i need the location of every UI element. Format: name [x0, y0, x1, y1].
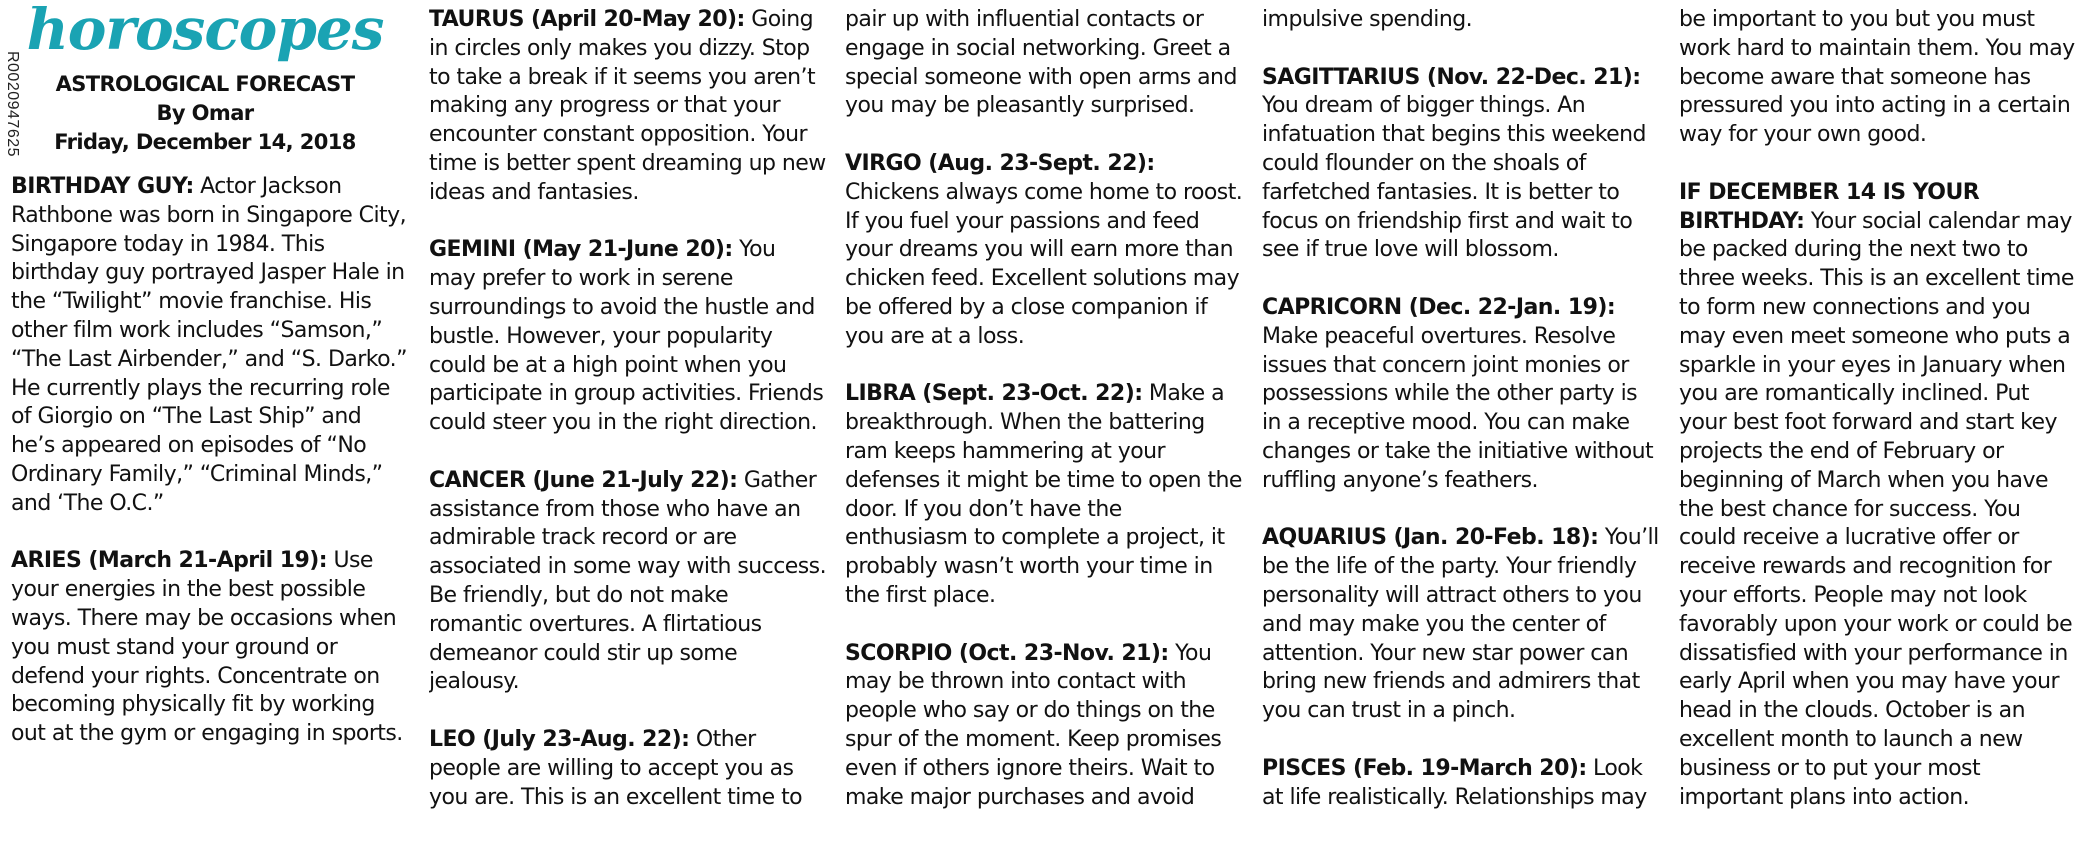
entry-heading: VIRGO (Aug. 23-Sept. 22): [845, 150, 1155, 176]
entry-heading: IF DECEMBER 14 IS YOUR BIRTHDAY: [1679, 179, 1980, 234]
side-code: R0020947625 [4, 50, 21, 158]
entry-body: You dream of bigger things. An infatuation that begins this weekend could flounder on the shoals of farfetched fantasies. It is better to focus on friendship first and wait to see if true love will blossom. [1262, 93, 1646, 263]
entry-body-continued: impulsive spending. [1262, 7, 1473, 32]
entry-heading: BIRTHDAY GUY: [11, 174, 194, 199]
entry-taurus [429, 6, 827, 208]
entry-body: You’ll be the life of the party. Your friendly personality will attract others to you and may make you the center of attention. Your new star power can bring new friends and admirers that you can trust in a pinch. [1262, 525, 1659, 724]
entry-heading: LEO (July 23-Aug. 22): [429, 726, 690, 752]
entry-pisces [1262, 755, 1660, 813]
date-line: Friday, December 14, 2018 [54, 130, 356, 154]
entry-heading: ARIES (March 21-April 19): [11, 548, 327, 574]
entry-cancer [429, 467, 827, 697]
entry-body-continued: be important to you but you must work hard to maintain them. You may become aware that someone has pressured you into acting in a certain way for your own good. [1679, 7, 2075, 148]
entry-body: Your social calendar may be packed during the next two to three weeks. This is an excellent time to form new connections and you may even meet someone who puts a sparkle in your eyes in January when you are romantically inclined. Put your best foot forward and start key projects the end of February or beginning of March when you have the best chance for success. You could receive a lucrative offer or receive rewards and recognition for your efforts. People may not look favorably upon your work or could be dissatisfied with your performance in early April when you may have your head in the clouds. October is an excellent month to launch a new business or to put your most important plans into action. [1679, 208, 2074, 810]
entry-heading: LIBRA (Sept. 23-Oct. 22): [845, 381, 1143, 407]
entry-body: Make peaceful overtures. Resolve issues that concern joint monies or possessions while the other party is in a receptive mood. You can make changes or take the initiative without ruffling anyone’s feathers. [1262, 323, 1654, 493]
entry-body: You may be thrown into contact with people who say or do things on the spur of the moment. Keep promises even if others ignore theirs. Wait to make major purchases and avoid [845, 640, 1222, 810]
entry-heading: PISCES (Feb. 19-March 20): [1262, 755, 1587, 781]
entry-body: Chickens always come home to roost. If you fuel your passions and feed your dreams you will earn more than chicken feed. Excellent solutions may be offered by a close companion if you are at a loss. [845, 179, 1243, 349]
entry-body: Actor Jackson Rathbone was born in Singapore City, Singapore today in 1984. This birthday guy portrayed Jasper Hale in the “Twilight” movie franchise. His other film work includes “Samson,” “The Last Airbender,” and “S. Darko.” He currently plays the recurring role of Giorgio on “The Last Ship” and he’s appeared on episodes of “No Ordinary Family,” “Criminal Minds,” and ‘The O.C.” [11, 174, 407, 516]
entry-body: Look at life realistically. Relationships may [1262, 755, 1647, 810]
entry-scorpio-continued [1262, 6, 1660, 35]
entry-aries [11, 547, 409, 749]
forecast-subtitle: ASTROLOGICAL FORECAST [55, 72, 355, 96]
entry-body: Gather assistance from those who have an admirable track record or are associated in some way with success. Be friendly, but do not make romantic overtures. A flirtatious demeanor could stir up some jealousy. [429, 467, 827, 695]
entry-heading: GEMINI (May 21-June 20): [429, 237, 733, 263]
entry-body: Make a breakthrough. When the battering ram keeps hammering at your defenses it might be time to open the door. If you don’t have the enthusiasm to complete a project, it probably wasn’t worth your time in the first place. [845, 381, 1242, 608]
entry-birthday-guy [11, 173, 409, 519]
entry-body: Use your energies in the best possible ways. There may be occasions when you must stand your ground or defend your rights. Concentrate on becoming physically fit by working out at the gym or engaging in sports. [11, 548, 403, 747]
entry-virgo [845, 150, 1243, 352]
entry-body-continued: pair up with influential contacts or engage in social networking. Greet a special someone with open arms and you may be pleasantly surprised. [845, 7, 1237, 119]
entry-if-birthday [1679, 179, 2077, 813]
entry-body: Going in circles only makes you dizzy. Stop to take a break if it seems you aren’t making any progress or that your encounter constant opposition. Your time is better spent dreaming up new ideas and fantasies. [429, 7, 826, 205]
entry-libra [845, 380, 1243, 610]
entry-heading: SAGITTARIUS (Nov. 22-Dec. 21): [1262, 64, 1641, 90]
byline: By Omar [156, 101, 254, 125]
entry-heading: CAPRICORN (Dec. 22-Jan. 19): [1262, 294, 1616, 320]
entry-body: You may prefer to work in serene surroundings to avoid the hustle and bustle. However, your popularity could be at a high point when you participate in group activities. Friends could steer you in the right direction. [429, 237, 824, 436]
section-title: horoscopes [26, 6, 384, 63]
column-1 [11, 6, 409, 852]
entry-body: Other people are willing to accept you as you are. This is an excellent time to [429, 726, 803, 810]
entry-capricorn [1262, 294, 1660, 496]
column-4 [1262, 6, 1660, 852]
entry-scorpio [845, 640, 1243, 813]
column-5 [1679, 6, 2077, 852]
entry-heading: AQUARIUS (Jan. 20-Feb. 18): [1262, 525, 1599, 551]
column-2 [429, 6, 827, 852]
entry-heading: TAURUS (April 20-May 20): [429, 7, 745, 32]
column-3 [845, 6, 1243, 852]
entry-pisces-continued [1679, 6, 2077, 150]
entry-sagittarius [1262, 64, 1660, 266]
entry-heading: SCORPIO (Oct. 23-Nov. 21): [845, 640, 1169, 666]
entry-leo-continued [845, 6, 1243, 121]
entry-gemini [429, 236, 827, 438]
entry-aquarius [1262, 524, 1660, 726]
entry-heading: CANCER (June 21-July 22): [429, 467, 738, 493]
entry-leo [429, 726, 827, 812]
masthead [11, 6, 409, 157]
